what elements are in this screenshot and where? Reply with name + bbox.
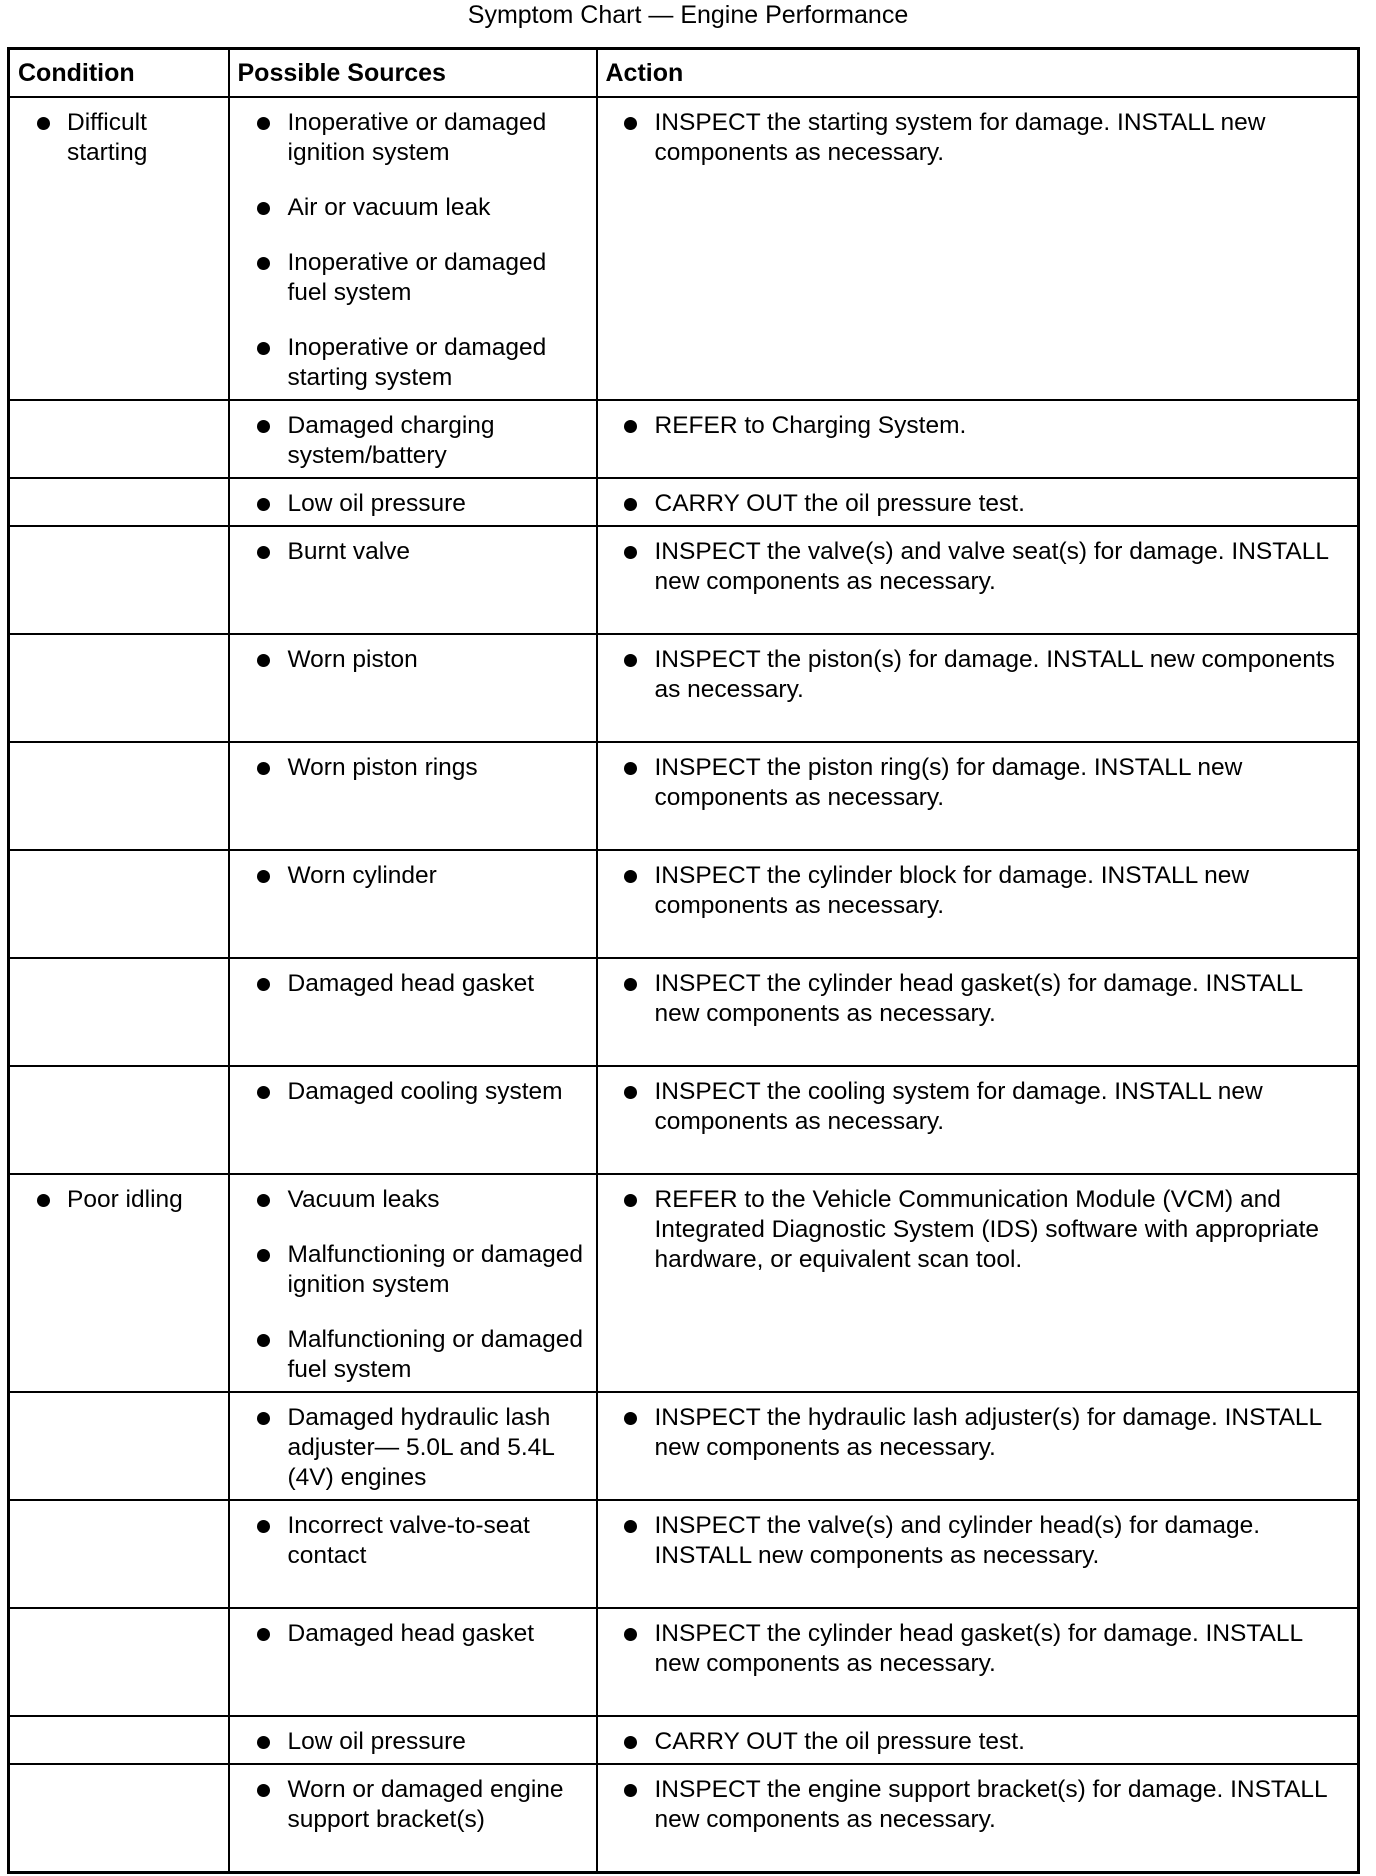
action-list bbox=[598, 537, 1358, 597]
list-item bbox=[230, 1775, 596, 1835]
possible-source-list bbox=[230, 645, 596, 675]
action-list bbox=[598, 1403, 1358, 1463]
action-text: INSPECT the cooling system for damage. INSTALL new components as necessary. bbox=[654, 1078, 1263, 1135]
action-text: INSPECT the cylinder head gasket(s) for damage. INSTALL new components as necessary. bbox=[654, 970, 1303, 1027]
bullet-icon bbox=[624, 762, 637, 775]
possible-source-text: Worn cylinder bbox=[287, 862, 437, 889]
possible-source-list bbox=[230, 1185, 596, 1385]
table-body bbox=[9, 97, 1359, 1872]
list-item bbox=[598, 969, 1358, 1029]
condition-text: Poor idling bbox=[67, 1186, 183, 1213]
possible-source-list bbox=[230, 108, 596, 393]
action-list bbox=[598, 1077, 1358, 1137]
bullet-icon bbox=[624, 1520, 637, 1533]
action-cell bbox=[597, 850, 1359, 958]
table-row bbox=[9, 478, 1359, 526]
action-list bbox=[598, 645, 1358, 705]
possible-source-list bbox=[230, 411, 596, 471]
list-item bbox=[230, 645, 596, 675]
possible-source-text: Damaged cooling system bbox=[287, 1078, 563, 1105]
action-text: INSPECT the piston(s) for damage. INSTALL new components as necessary. bbox=[654, 646, 1335, 703]
list-item bbox=[598, 1619, 1358, 1679]
bullet-icon bbox=[624, 654, 637, 667]
table-row bbox=[9, 526, 1359, 634]
action-cell bbox=[597, 1174, 1359, 1392]
possible-source-cell bbox=[229, 1392, 597, 1500]
table-row bbox=[9, 958, 1359, 1066]
possible-source-text: Damaged charging system/battery bbox=[287, 412, 495, 469]
possible-source-cell bbox=[229, 1716, 597, 1764]
list-item bbox=[598, 1511, 1358, 1571]
bullet-icon bbox=[257, 1194, 270, 1207]
list-item bbox=[230, 1403, 596, 1493]
possible-source-text: Inoperative or damaged ignition system bbox=[287, 109, 547, 166]
action-list bbox=[598, 1775, 1358, 1835]
bullet-icon bbox=[257, 257, 270, 270]
list-item bbox=[598, 861, 1358, 921]
list-item bbox=[230, 248, 596, 308]
bullet-icon bbox=[624, 1194, 637, 1207]
possible-source-text: Damaged head gasket bbox=[287, 970, 535, 997]
possible-source-cell bbox=[229, 400, 597, 478]
action-cell bbox=[597, 1392, 1359, 1500]
possible-source-text: Air or vacuum leak bbox=[287, 194, 491, 221]
header-action: Action bbox=[597, 49, 1359, 98]
action-cell bbox=[597, 1764, 1359, 1872]
bullet-icon bbox=[257, 1086, 270, 1099]
possible-source-list bbox=[230, 1619, 596, 1649]
bullet-icon bbox=[257, 342, 270, 355]
action-cell bbox=[597, 634, 1359, 742]
action-list bbox=[598, 1511, 1358, 1571]
possible-source-list bbox=[230, 489, 596, 519]
condition-cell bbox=[9, 742, 229, 850]
possible-source-text: Worn piston rings bbox=[287, 754, 478, 781]
list-item bbox=[10, 108, 228, 168]
condition-cell bbox=[9, 850, 229, 958]
possible-source-text: Inoperative or damaged fuel system bbox=[287, 249, 547, 306]
table-row bbox=[9, 1500, 1359, 1608]
possible-source-cell bbox=[229, 478, 597, 526]
bullet-icon bbox=[257, 762, 270, 775]
condition-cell bbox=[9, 1066, 229, 1174]
condition-cell bbox=[9, 478, 229, 526]
bullet-icon bbox=[257, 870, 270, 883]
table-row bbox=[9, 742, 1359, 850]
bullet-icon bbox=[37, 117, 50, 130]
action-cell bbox=[597, 958, 1359, 1066]
possible-source-list bbox=[230, 1403, 596, 1493]
condition-cell bbox=[9, 1764, 229, 1872]
possible-source-text: Low oil pressure bbox=[287, 1728, 466, 1755]
list-item bbox=[598, 489, 1358, 519]
list-item bbox=[230, 1185, 596, 1215]
list-item bbox=[230, 333, 596, 393]
list-item bbox=[598, 108, 1358, 168]
list-item bbox=[598, 1403, 1358, 1463]
bullet-icon bbox=[257, 1334, 270, 1347]
bullet-icon bbox=[257, 1249, 270, 1262]
possible-source-list bbox=[230, 1727, 596, 1757]
table-row bbox=[9, 1716, 1359, 1764]
action-text: INSPECT the starting system for damage. INSTALL new components as necessary. bbox=[654, 109, 1266, 166]
list-item bbox=[230, 1325, 596, 1385]
action-list bbox=[598, 411, 1358, 441]
possible-source-text: Damaged head gasket bbox=[287, 1620, 535, 1647]
possible-source-text: Low oil pressure bbox=[287, 490, 466, 517]
condition-cell bbox=[9, 1608, 229, 1716]
table-row bbox=[9, 1392, 1359, 1500]
bullet-icon bbox=[257, 1628, 270, 1641]
action-cell bbox=[597, 97, 1359, 400]
list-item bbox=[230, 1240, 596, 1300]
possible-source-cell bbox=[229, 526, 597, 634]
bullet-icon bbox=[37, 1194, 50, 1207]
action-list bbox=[598, 1185, 1358, 1275]
bullet-icon bbox=[624, 420, 637, 433]
action-list bbox=[598, 861, 1358, 921]
table-row bbox=[9, 1608, 1359, 1716]
list-item bbox=[230, 1511, 596, 1571]
possible-source-cell bbox=[229, 1066, 597, 1174]
bullet-icon bbox=[257, 1784, 270, 1797]
action-cell bbox=[597, 1500, 1359, 1608]
action-text: INSPECT the cylinder head gasket(s) for damage. INSTALL new components as necessary. bbox=[654, 1620, 1303, 1677]
bullet-icon bbox=[257, 117, 270, 130]
bullet-icon bbox=[257, 498, 270, 511]
action-cell bbox=[597, 400, 1359, 478]
list-item bbox=[230, 193, 596, 223]
possible-source-cell bbox=[229, 850, 597, 958]
list-item bbox=[230, 489, 596, 519]
bullet-icon bbox=[257, 1736, 270, 1749]
possible-source-list bbox=[230, 969, 596, 999]
list-item bbox=[598, 411, 1358, 441]
condition-text: Difficult starting bbox=[67, 109, 148, 166]
possible-source-text: Malfunctioning or damaged ignition system bbox=[287, 1241, 584, 1298]
possible-source-text: Malfunctioning or damaged fuel system bbox=[287, 1326, 584, 1383]
list-item bbox=[598, 1775, 1358, 1835]
action-list bbox=[598, 969, 1358, 1029]
list-item bbox=[598, 753, 1358, 813]
list-item bbox=[230, 1727, 596, 1757]
action-text: INSPECT the valve(s) and cylinder head(s) for damage. INSTALL new components as necessary. bbox=[654, 1512, 1261, 1569]
action-text: INSPECT the cylinder block for damage. INSTALL new components as necessary. bbox=[654, 862, 1250, 919]
condition-cell bbox=[9, 958, 229, 1066]
list-item bbox=[10, 1185, 228, 1215]
list-item bbox=[598, 1727, 1358, 1757]
page-title: Symptom Chart — Engine Performance bbox=[467, 1, 909, 29]
action-text: REFER to Charging System. bbox=[654, 412, 967, 439]
table-row bbox=[9, 97, 1359, 400]
possible-source-list bbox=[230, 537, 596, 567]
condition-cell bbox=[9, 400, 229, 478]
bullet-icon bbox=[624, 1784, 637, 1797]
list-item bbox=[230, 753, 596, 783]
condition-cell bbox=[9, 1716, 229, 1764]
condition-cell bbox=[9, 1500, 229, 1608]
possible-source-cell bbox=[229, 1764, 597, 1872]
possible-source-cell bbox=[229, 958, 597, 1066]
bullet-icon bbox=[624, 1086, 637, 1099]
symptom-chart-table bbox=[7, 47, 1360, 1874]
condition-cell bbox=[9, 97, 229, 400]
bullet-icon bbox=[257, 420, 270, 433]
header-possible-sources: Possible Sources bbox=[229, 49, 597, 98]
list-item bbox=[598, 1185, 1358, 1275]
possible-source-text: Damaged hydraulic lash adjuster— 5.0L and 5.4L (4V) engines bbox=[287, 1404, 555, 1491]
list-item bbox=[230, 1077, 596, 1107]
bullet-icon bbox=[257, 654, 270, 667]
list-item bbox=[598, 645, 1358, 705]
possible-source-text: Vacuum leaks bbox=[287, 1186, 440, 1213]
possible-source-text: Burnt valve bbox=[287, 538, 411, 565]
possible-source-cell bbox=[229, 1174, 597, 1392]
bullet-icon bbox=[624, 498, 637, 511]
condition-cell bbox=[9, 1174, 229, 1392]
bullet-icon bbox=[624, 978, 637, 991]
bullet-icon bbox=[257, 1520, 270, 1533]
bullet-icon bbox=[624, 870, 637, 883]
header-condition: Condition bbox=[9, 49, 229, 98]
possible-source-cell bbox=[229, 742, 597, 850]
condition-cell bbox=[9, 1392, 229, 1500]
action-text: INSPECT the valve(s) and valve seat(s) for damage. INSTALL new components as necessary. bbox=[654, 538, 1329, 595]
action-cell bbox=[597, 1716, 1359, 1764]
action-text: INSPECT the engine support bracket(s) for damage. INSTALL new components as necessary. bbox=[654, 1776, 1327, 1833]
list-item bbox=[598, 537, 1358, 597]
action-text: INSPECT the hydraulic lash adjuster(s) for damage. INSTALL new components as necessary. bbox=[654, 1404, 1322, 1461]
action-text: CARRY OUT the oil pressure test. bbox=[654, 1728, 1025, 1755]
bullet-icon bbox=[257, 978, 270, 991]
list-item bbox=[230, 861, 596, 891]
table-row bbox=[9, 400, 1359, 478]
condition-cell bbox=[9, 526, 229, 634]
possible-source-text: Worn piston bbox=[287, 646, 418, 673]
possible-source-text: Inoperative or damaged starting system bbox=[287, 334, 547, 391]
list-item bbox=[230, 537, 596, 567]
action-cell bbox=[597, 742, 1359, 850]
possible-source-text: Worn or damaged engine support bracket(s) bbox=[287, 1776, 564, 1833]
action-list bbox=[598, 108, 1358, 168]
list-item bbox=[598, 1077, 1358, 1137]
action-cell bbox=[597, 1066, 1359, 1174]
bullet-icon bbox=[624, 546, 637, 559]
possible-source-list bbox=[230, 1775, 596, 1835]
table-row bbox=[9, 634, 1359, 742]
condition-list bbox=[10, 108, 228, 168]
list-item bbox=[230, 411, 596, 471]
action-list bbox=[598, 1619, 1358, 1679]
table-row bbox=[9, 1066, 1359, 1174]
action-text: CARRY OUT the oil pressure test. bbox=[654, 490, 1025, 517]
possible-source-cell bbox=[229, 1608, 597, 1716]
possible-source-text: Incorrect valve-to-seat contact bbox=[287, 1512, 530, 1569]
bullet-icon bbox=[257, 1412, 270, 1425]
action-cell bbox=[597, 526, 1359, 634]
possible-source-list bbox=[230, 753, 596, 783]
bullet-icon bbox=[257, 202, 270, 215]
possible-source-list bbox=[230, 1511, 596, 1571]
table-header-row bbox=[9, 49, 1359, 98]
table-row bbox=[9, 1174, 1359, 1392]
action-list bbox=[598, 1727, 1358, 1757]
action-cell bbox=[597, 1608, 1359, 1716]
possible-source-list bbox=[230, 1077, 596, 1107]
list-item bbox=[230, 969, 596, 999]
bullet-icon bbox=[624, 1412, 637, 1425]
bullet-icon bbox=[624, 117, 637, 130]
possible-source-cell bbox=[229, 1500, 597, 1608]
table-row bbox=[9, 850, 1359, 958]
possible-source-cell bbox=[229, 97, 597, 400]
action-list bbox=[598, 489, 1358, 519]
possible-source-list bbox=[230, 861, 596, 891]
action-list bbox=[598, 753, 1358, 813]
possible-source-cell bbox=[229, 634, 597, 742]
action-text: REFER to the Vehicle Communication Module (VCM) and Integrated Diagnostic System (IDS) software with appropriate hardware, or equivalent scan tool. bbox=[654, 1186, 1320, 1273]
action-cell bbox=[597, 478, 1359, 526]
bullet-icon bbox=[624, 1736, 637, 1749]
action-text: INSPECT the piston ring(s) for damage. INSTALL new components as necessary. bbox=[654, 754, 1243, 811]
list-item bbox=[230, 1619, 596, 1649]
table-row bbox=[9, 1764, 1359, 1872]
list-item bbox=[230, 108, 596, 168]
bullet-icon bbox=[257, 546, 270, 559]
condition-list bbox=[10, 1185, 228, 1215]
bullet-icon bbox=[624, 1628, 637, 1641]
condition-cell bbox=[9, 634, 229, 742]
